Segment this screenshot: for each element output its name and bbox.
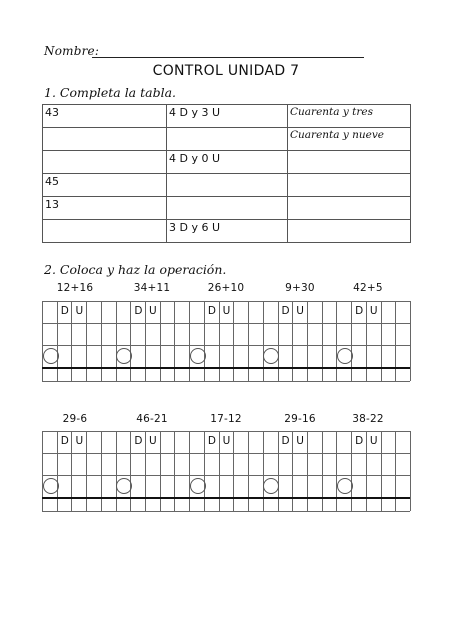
operation-label: 29-16 [284, 413, 316, 425]
grid-line [174, 431, 175, 511]
result-line [42, 367, 410, 369]
grid-line [42, 475, 410, 476]
grid-line [42, 323, 410, 324]
tens-label: D [355, 305, 364, 317]
tens-label: D [207, 305, 216, 317]
grid-line [86, 301, 87, 381]
page-title: CONTROL UNIDAD 7 [152, 63, 300, 79]
operation-label: 46-21 [136, 413, 168, 425]
tens-label: D [207, 435, 216, 447]
words-cell[interactable] [288, 220, 411, 243]
grid-line [322, 301, 323, 381]
carry-circle[interactable] [116, 478, 132, 494]
tens-label: D [134, 305, 143, 317]
number-cell[interactable]: 43 [43, 105, 167, 128]
operation-grid-1 [42, 301, 410, 381]
grid-line [395, 301, 396, 381]
grid-line [57, 431, 58, 511]
name-label: Nombre: [44, 44, 100, 58]
operation-label: 34+11 [133, 282, 171, 294]
grid-line [381, 301, 382, 381]
section-2-heading: 2. Coloca y haz la operación. [44, 262, 227, 277]
carry-circle[interactable] [43, 478, 59, 494]
carry-circle[interactable] [190, 348, 206, 364]
tens-label: D [355, 435, 364, 447]
tens-label: D [60, 305, 69, 317]
grid-line [116, 301, 117, 381]
units-label: U [369, 435, 378, 447]
grid-line [351, 431, 352, 511]
grid-line [278, 301, 279, 381]
operation-label: 12+16 [56, 282, 94, 294]
grid-line [174, 301, 175, 381]
number-cell[interactable]: 13 [43, 197, 167, 220]
grid-line [410, 301, 411, 381]
units-label: U [75, 435, 84, 447]
carry-circle[interactable] [337, 348, 353, 364]
grid-line [233, 301, 234, 381]
grid-line [160, 301, 161, 381]
table-row [43, 105, 411, 128]
grid-line [42, 301, 410, 302]
units-label: U [222, 435, 231, 447]
table-row [43, 128, 411, 151]
grid-line [366, 431, 367, 511]
grid-line [336, 301, 337, 381]
tens-label: D [134, 435, 143, 447]
operation-label: 29-6 [62, 413, 88, 425]
grid-line [395, 431, 396, 511]
grid-line [42, 511, 410, 512]
carry-circle[interactable] [337, 478, 353, 494]
grid-line [204, 431, 205, 511]
grid-line [233, 431, 234, 511]
units-label: U [296, 305, 304, 317]
words-cell[interactable] [288, 151, 411, 174]
grid-line [42, 345, 410, 346]
grid-line [263, 301, 264, 381]
number-cell[interactable] [43, 220, 167, 243]
tens-units-cell[interactable]: 3 D y 6 U [167, 220, 288, 243]
grid-line [116, 431, 117, 511]
table-row [43, 197, 411, 220]
tens-label: D [60, 435, 69, 447]
units-label: U [369, 305, 378, 317]
grid-line [219, 301, 220, 381]
grid-line [292, 431, 293, 511]
grid-line [410, 431, 411, 511]
tens-units-cell[interactable] [167, 128, 288, 151]
grid-line [130, 431, 131, 511]
units-label: U [222, 305, 231, 317]
grid-line [71, 431, 72, 511]
grid-line [322, 431, 323, 511]
table-row [43, 220, 411, 243]
carry-circle[interactable] [190, 478, 206, 494]
units-label: U [296, 435, 304, 447]
grid-line [189, 431, 190, 511]
grid-line [42, 431, 410, 432]
tens-units-cell[interactable] [167, 174, 288, 197]
grid-line [130, 301, 131, 381]
grid-line [57, 301, 58, 381]
grid-line [336, 431, 337, 511]
words-cell[interactable] [288, 197, 411, 220]
operation-label: 17-12 [210, 413, 242, 425]
grid-line [145, 301, 146, 381]
tens-units-cell[interactable]: 4 D y 0 U [167, 151, 288, 174]
number-cell[interactable] [43, 151, 167, 174]
grid-line [248, 431, 249, 511]
grid-line [101, 301, 102, 381]
units-label: U [149, 305, 157, 317]
operation-label: 9+30 [285, 282, 315, 294]
units-label: U [149, 435, 157, 447]
operation-grid-2 [42, 431, 410, 511]
number-cell[interactable]: 45 [43, 174, 167, 197]
grid-line [381, 431, 382, 511]
section-1-heading: 1. Completa la tabla. [44, 85, 177, 100]
table-row [43, 151, 411, 174]
grid-line [263, 431, 264, 511]
result-line [42, 497, 410, 499]
grid-line [351, 301, 352, 381]
grid-line [307, 301, 308, 381]
tens-label: D [281, 435, 290, 447]
words-cell[interactable]: Cuarenta y tres [288, 105, 411, 128]
tens-units-cell[interactable]: 4 D y 3 U [167, 105, 288, 128]
grid-line [42, 453, 410, 454]
tens-units-cell[interactable] [167, 197, 288, 220]
grid-line [42, 431, 43, 511]
grid-line [160, 431, 161, 511]
grid-line [145, 431, 146, 511]
grid-line [42, 381, 410, 382]
number-cell[interactable] [43, 128, 167, 151]
completion-table [42, 104, 411, 243]
grid-line [101, 431, 102, 511]
operation-label: 26+10 [207, 282, 245, 294]
units-label: U [75, 305, 84, 317]
grid-line [189, 301, 190, 381]
carry-circle[interactable] [116, 348, 132, 364]
tens-label: D [281, 305, 290, 317]
words-cell[interactable]: Cuarenta y nueve [288, 128, 411, 151]
name-input-line[interactable] [92, 57, 364, 58]
table-row [43, 174, 411, 197]
grid-line [86, 431, 87, 511]
operation-label: 38-22 [352, 413, 384, 425]
grid-line [278, 431, 279, 511]
grid-line [307, 431, 308, 511]
operation-label: 42+5 [353, 282, 383, 294]
grid-line [71, 301, 72, 381]
grid-line [219, 431, 220, 511]
grid-line [248, 301, 249, 381]
grid-line [42, 301, 43, 381]
carry-circle[interactable] [43, 348, 59, 364]
grid-line [366, 301, 367, 381]
words-cell[interactable] [288, 174, 411, 197]
grid-line [292, 301, 293, 381]
grid-line [204, 301, 205, 381]
